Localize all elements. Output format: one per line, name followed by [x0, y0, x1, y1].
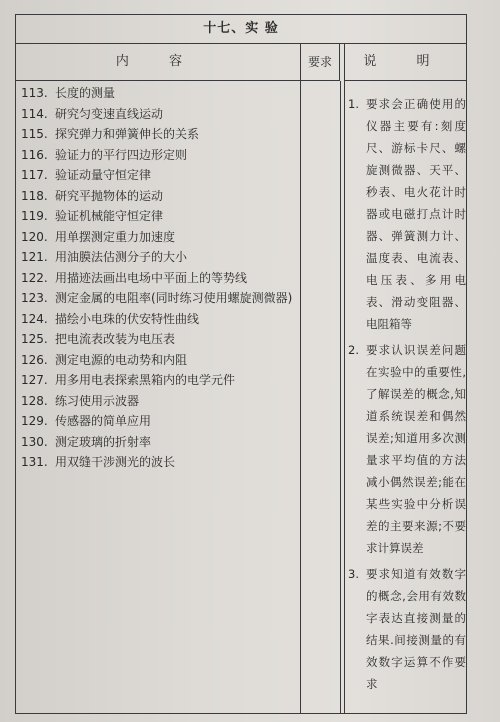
- item-number: 131.: [21, 455, 48, 469]
- item-text: 用多用电表探索黑箱内的电学元件: [55, 373, 236, 387]
- list-item: [21, 268, 296, 289]
- list-item: [21, 227, 296, 248]
- item-text: 用双缝干涉测光的波长: [55, 455, 176, 469]
- item-number: 123.: [21, 291, 48, 305]
- list-item: [21, 145, 296, 166]
- list-item: [21, 432, 296, 453]
- list-item: [21, 309, 296, 330]
- list-item: [21, 370, 296, 391]
- item-text: 描绘小电珠的伏安特性曲线: [55, 311, 200, 326]
- column-divider: [344, 81, 345, 713]
- item-text: 测定金属的电阻率(同时练习使用螺旋测微器): [55, 291, 293, 305]
- item-number: 130.: [21, 434, 48, 449]
- note-text: 要求认识误差问题在实验中的重要性,了解误差的概念,知道系统误差和偶然误差;知道用多次测量求平均值的方法减小偶然误差;能在某些实验中分析误差的主要来源;不要求计算误差: [366, 343, 466, 555]
- note-item: [348, 93, 466, 335]
- item-text: 用描迹法画出电场中平面上的等势线: [55, 270, 248, 285]
- item-number: 129.: [21, 414, 48, 428]
- item-number: 122.: [21, 270, 48, 285]
- item-text: 用油膜法估测分子的大小: [55, 250, 188, 264]
- header-notes: 说 明: [344, 43, 466, 81]
- item-number: 126.: [21, 352, 48, 367]
- experiment-list: [21, 83, 296, 473]
- item-text: 验证机械能守恒定律: [55, 209, 164, 223]
- list-item: [21, 391, 296, 412]
- header-content: 内 容: [16, 43, 300, 81]
- item-number: 119.: [21, 209, 48, 223]
- item-text: 探究弹力和弹簧伸长的关系: [55, 127, 200, 141]
- item-number: 115.: [21, 127, 48, 141]
- item-number: 125.: [21, 332, 48, 346]
- list-item: [21, 186, 296, 207]
- item-text: 测定玻璃的折射率: [55, 434, 152, 449]
- list-item: [21, 247, 296, 268]
- item-text: 研究匀变速直线运动: [55, 106, 164, 121]
- item-text: 用单摆测定重力加速度: [55, 229, 176, 244]
- item-number: 114.: [21, 106, 48, 121]
- note-item: [348, 339, 466, 559]
- note-text: 要求会正确使用的仪器主要有:刻度尺、游标卡尺、螺旋测微器、天平、秒表、电火花计时器或电磁打点计时器、弹簧测力计、温度表、电流表、电压表、多用电表、滑动变阻器、电阻箱等: [366, 97, 466, 331]
- header-requirement: 要求: [300, 43, 340, 81]
- item-text: 把电流表改装为电压表: [55, 332, 176, 346]
- item-number: 117.: [21, 168, 48, 182]
- item-text: 验证动量守恒定律: [55, 168, 152, 182]
- list-item: [21, 288, 296, 309]
- item-number: 120.: [21, 229, 48, 244]
- notes-column: [348, 93, 466, 699]
- list-item: [21, 206, 296, 227]
- item-text: 传感器的简单应用: [55, 414, 152, 428]
- list-item: [21, 165, 296, 186]
- list-item: [21, 452, 296, 473]
- item-number: 127.: [21, 373, 48, 387]
- list-item: [21, 350, 296, 371]
- list-item: [21, 411, 296, 432]
- experiment-table: [15, 14, 467, 714]
- item-number: 124.: [21, 311, 48, 326]
- item-number: 118.: [21, 188, 48, 203]
- item-text: 验证力的平行四边形定则: [55, 147, 188, 162]
- item-text: 长度的测量: [55, 86, 116, 100]
- note-item: [348, 563, 466, 695]
- note-number: 1.: [348, 97, 359, 111]
- item-text: 练习使用示波器: [55, 393, 140, 408]
- item-number: 128.: [21, 393, 48, 408]
- item-number: 116.: [21, 147, 48, 162]
- note-text: 要求知道有效数字的概念,会用有效数字表达直接测量的结果.间接测量的有效数字运算不作要求: [366, 567, 466, 691]
- section-title: 十七、实 验: [16, 15, 466, 44]
- note-number: 3.: [348, 567, 359, 581]
- item-text: 测定电源的电动势和内阻: [55, 352, 188, 367]
- column-divider: [340, 81, 341, 713]
- item-number: 113.: [21, 86, 48, 100]
- column-divider: [300, 81, 301, 713]
- item-text: 研究平抛物体的运动: [55, 188, 164, 203]
- item-number: 121.: [21, 250, 48, 264]
- list-item: [21, 104, 296, 125]
- list-item: [21, 329, 296, 350]
- list-item: [21, 124, 296, 145]
- list-item: [21, 83, 296, 104]
- note-number: 2.: [348, 343, 359, 357]
